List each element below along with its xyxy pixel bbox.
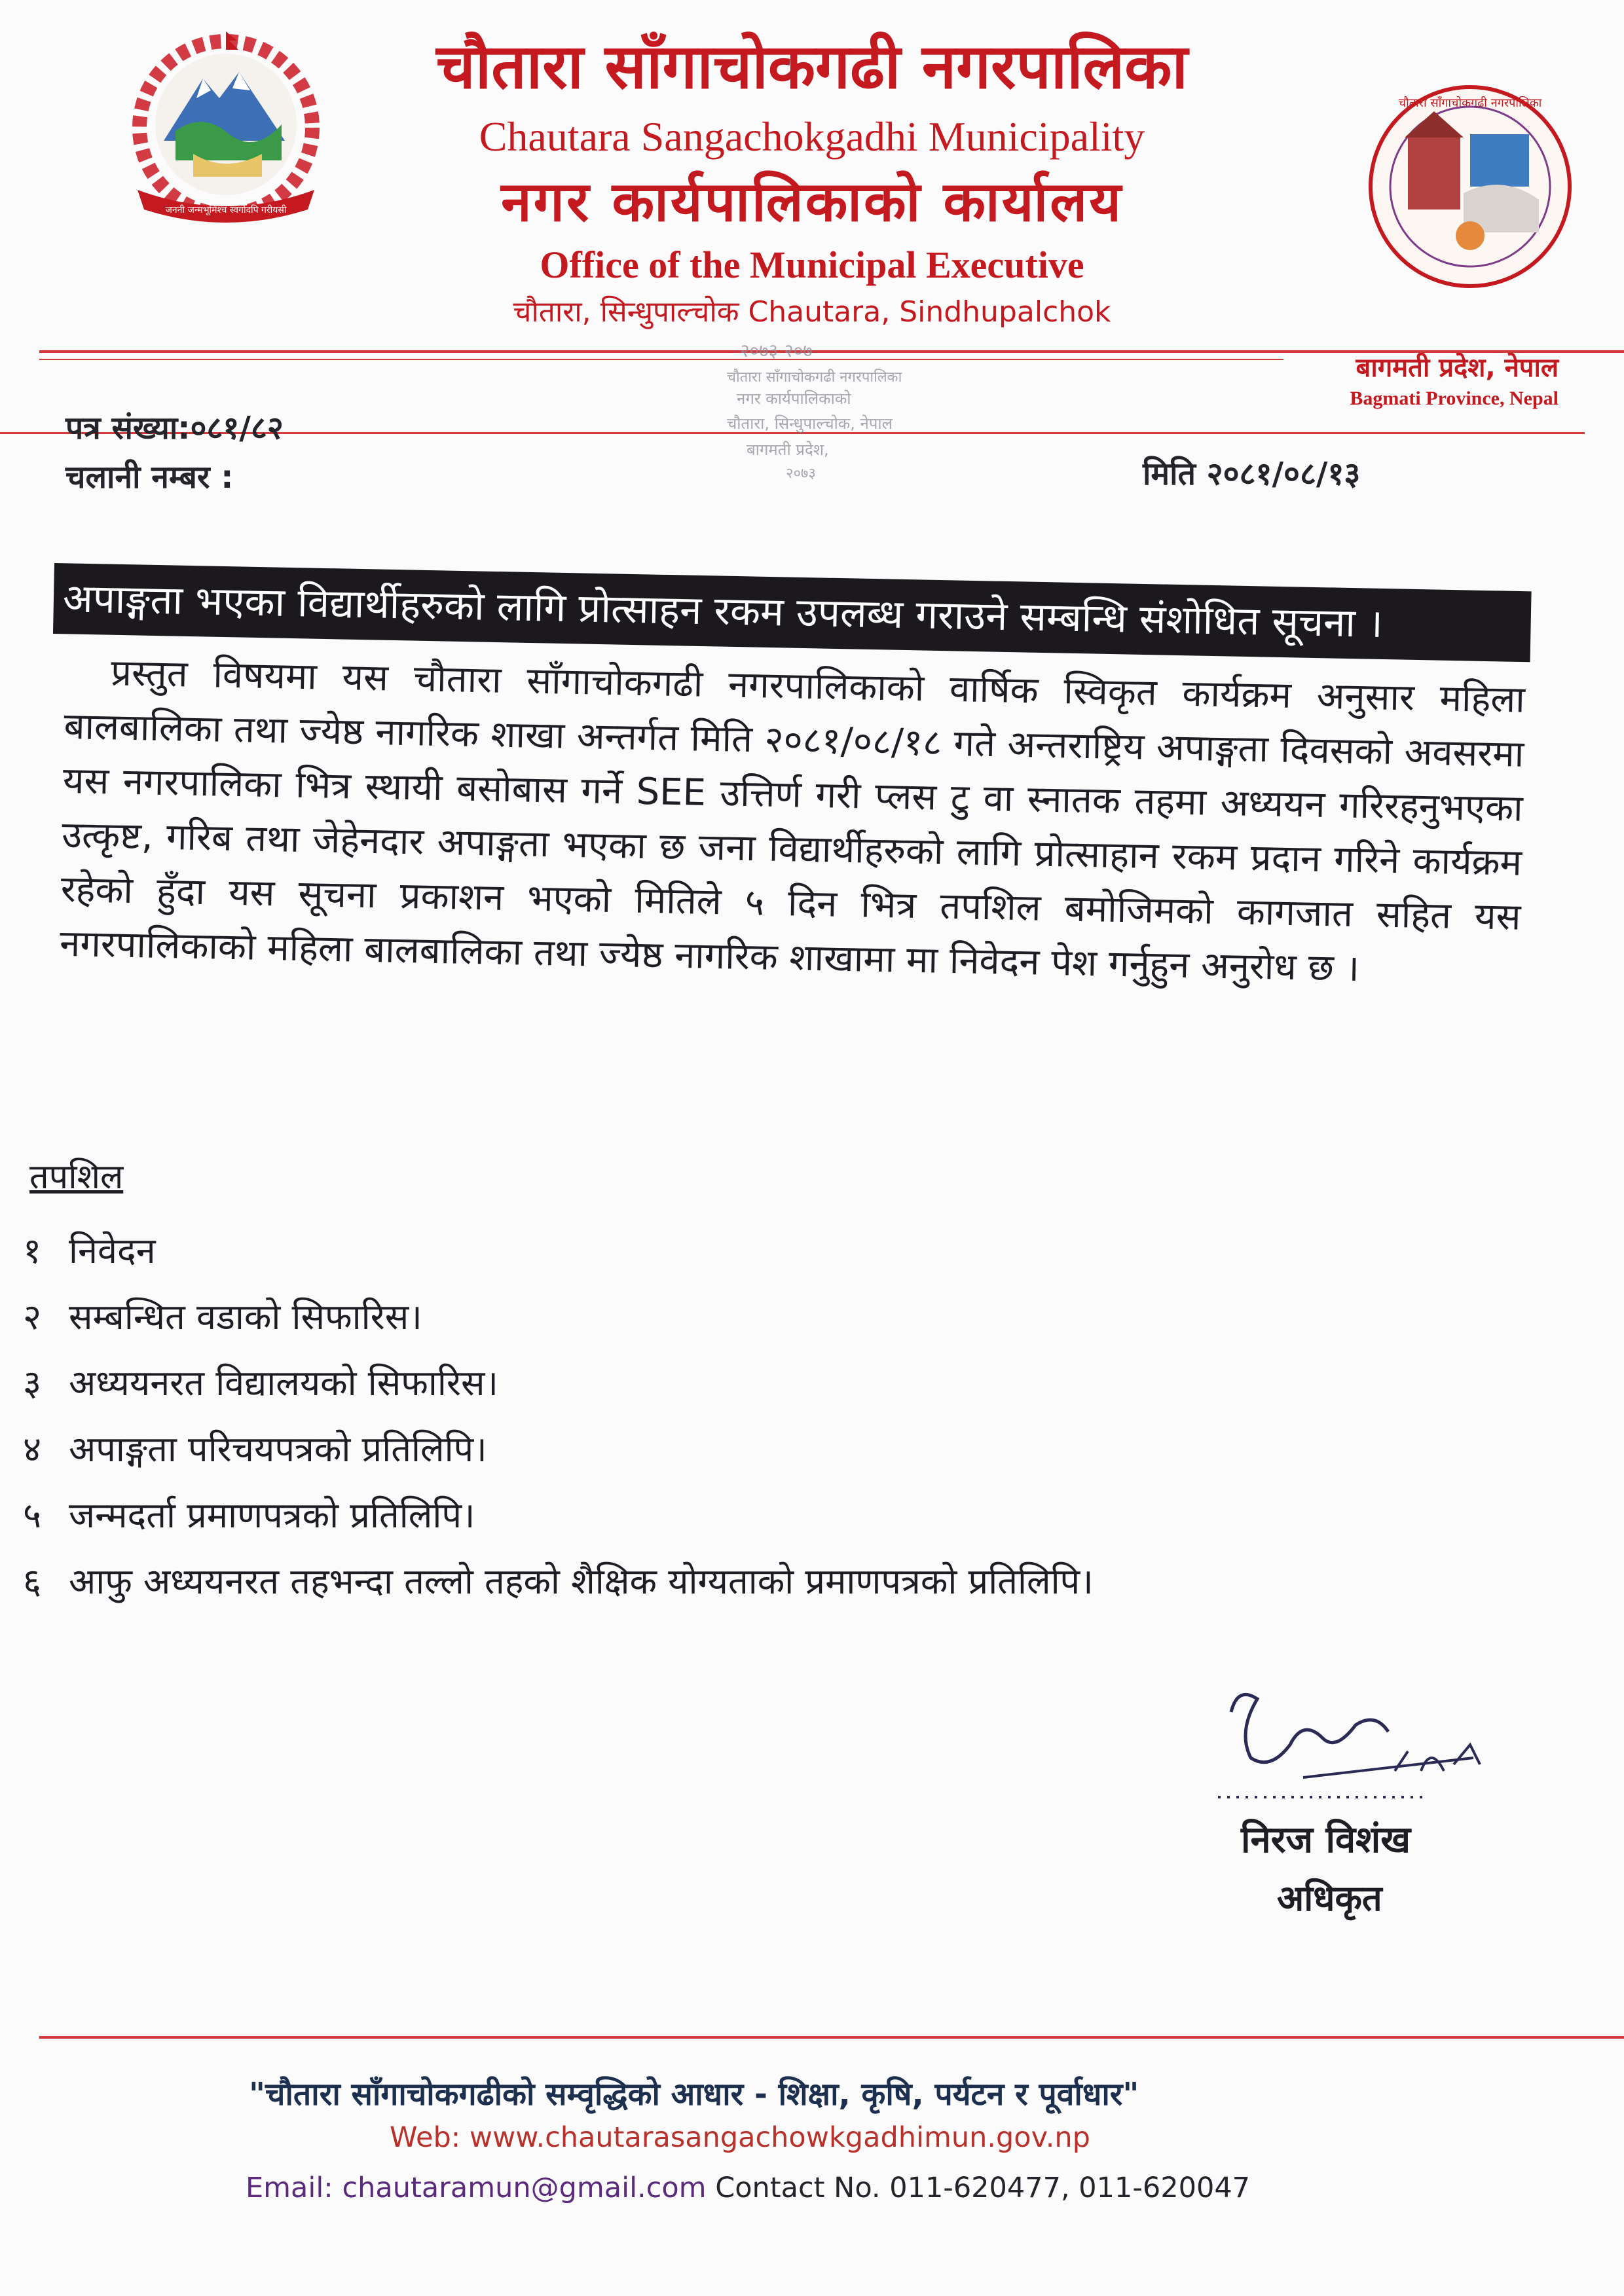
- office-name-np: नगर कार्यपालिकाको कार्यालय: [501, 170, 1123, 234]
- emblem-motto: जननी जन्मभूमिश्च स्वर्गादपि गरीयसी: [165, 205, 287, 215]
- website-link[interactable]: www.chautarasangachowkgadhimun.gov.np: [469, 2121, 1090, 2154]
- logo-text: चौतारा साँगाचोकगढी नगरपालिका: [1398, 96, 1542, 110]
- municipality-name-np: चौतारा साँगाचोकगढी नगरपालिका: [436, 31, 1188, 103]
- email-link[interactable]: chautaramun@gmail.com: [342, 2172, 707, 2204]
- footer-contact: [246, 2172, 1250, 2204]
- footer-slogan: "चौतारा साँगाचोकगढीको सम्वृद्धिको आधार - शिक्षा, कृषि, पर्यटन र पूर्वाधार": [249, 2076, 1139, 2113]
- header-divider-thin: [39, 359, 1283, 360]
- list-item: ४ अपाङ्गता परिचयपत्रको प्रतिलिपि।: [23, 1429, 487, 1470]
- letterhead: [341, 26, 1283, 333]
- svg-text:२०७३ २०७: २०७३ २०७: [740, 340, 813, 361]
- municipality-name-en: Chautara Sangachokgadhi Municipality: [479, 113, 1145, 160]
- municipality-logo-icon: [1365, 82, 1575, 291]
- contact-numbers: Contact No. 011-620477, 011-620047: [715, 2172, 1251, 2204]
- email-label: Email:: [246, 2172, 333, 2204]
- svg-text:चौतारा साँगाचोकगढी नगरपालिका: चौतारा साँगाचोकगढी नगरपालिका: [727, 369, 902, 386]
- list-item: ३ अध्ययनरत विद्यालयको सिफारिस।: [23, 1362, 498, 1404]
- office-address: चौतारा, सिन्धुपाल्चोक Chautara, Sindhupalchok: [513, 295, 1111, 329]
- footer-divider: [39, 2036, 1624, 2039]
- svg-text:नगर कार्यपालिकाको: नगर कार्यपालिकाको: [737, 390, 851, 408]
- svg-text:बागमती प्रदेश,: बागमती प्रदेश,: [747, 441, 829, 459]
- list-item: ५ जन्मदर्ता प्रमाणपत्रको प्रतिलिपि।: [23, 1495, 475, 1536]
- handwritten-signature: [1211, 1673, 1513, 1823]
- svg-text:२०७३: २०७३: [786, 465, 816, 482]
- notice-body: प्रस्तुत विषयमा यस चौतारा साँगाचोकगढी नगरपालिकाको वार्षिक स्विकृत कार्यक्रम अनुसार महिला बालबालिका तथा ज्येष्ठ नागरिक शाखा अन्तर्गत मिति २०८१/०८/१८ गते अन्तराष्ट्रिय अपाङ्गता दिवसको अवसरमा यस नगरपालिका भित्र स्थायी बसोबास गर्ने SEE उत्तिर्ण गरी प्लस टु वा स्नातक तहमा अध्ययन गरिरहनुभएका उत्कृष्ट, गरिब तथा जेहेनदार अपाङ्गता भएका छ जना विद्यार्थीहरुको लागि प्रोत्साहान रकम प्रदान गरिने कार्यक्रम रहेको हुँदा यस सूचना प्रकाशन भएको मितिले ५ दिन भित्र तपशिल बमोजिमको कागजात सहित यस नगरपालिकाको महिला बालबालिका तथा ज्येष्ठ नागरिक शाखामा मा निवेदन पेश गर्नुहुन अनुरोध छ ।: [59, 651, 1526, 991]
- web-label: Web:: [390, 2121, 461, 2154]
- letter-date: मिति २०८१/०८/१३: [1143, 456, 1361, 492]
- province-en: Bagmati Province, Nepal: [1350, 388, 1559, 409]
- letter-reference-number: पत्र संख्या:०८१/८२: [65, 410, 284, 446]
- svg-text:चौतारा, सिन्धुपाल्चोक, नेपाल: चौतारा, सिन्धुपाल्चोक, नेपाल: [727, 414, 893, 433]
- footer-website: [390, 2121, 1090, 2154]
- province-np: बागमती प्रदेश, नेपाल: [1356, 353, 1559, 383]
- annex-list: [23, 1218, 1398, 1614]
- list-item: २ सम्बन्धित वडाको सिफारिस।: [23, 1296, 422, 1338]
- notice-title: अपाङ्गता भएका विद्यार्थीहरुको लागि प्रोत्साहन रकम उपलब्ध गराउने सम्बन्धि संशोधित सूचना ।: [53, 563, 1532, 662]
- nepal-emblem-icon: [98, 26, 354, 229]
- annex-heading: तपशिल: [29, 1157, 124, 1197]
- signer-name: निरज विशंख: [1241, 1819, 1411, 1861]
- list-item: १ निवेदन: [23, 1230, 156, 1271]
- office-stamp: [714, 331, 950, 507]
- list-item: ६ आफु अध्ययनरत तहभन्दा तल्लो तहको शैक्षिक योग्यताको प्रमाणपत्रको प्रतिलिपि।: [23, 1561, 1094, 1602]
- office-name-en: Office of the Municipal Executive: [540, 244, 1084, 286]
- dispatch-number: चलानी नम्बर :: [65, 459, 234, 496]
- signer-designation: अधिकृत: [1277, 1878, 1382, 1919]
